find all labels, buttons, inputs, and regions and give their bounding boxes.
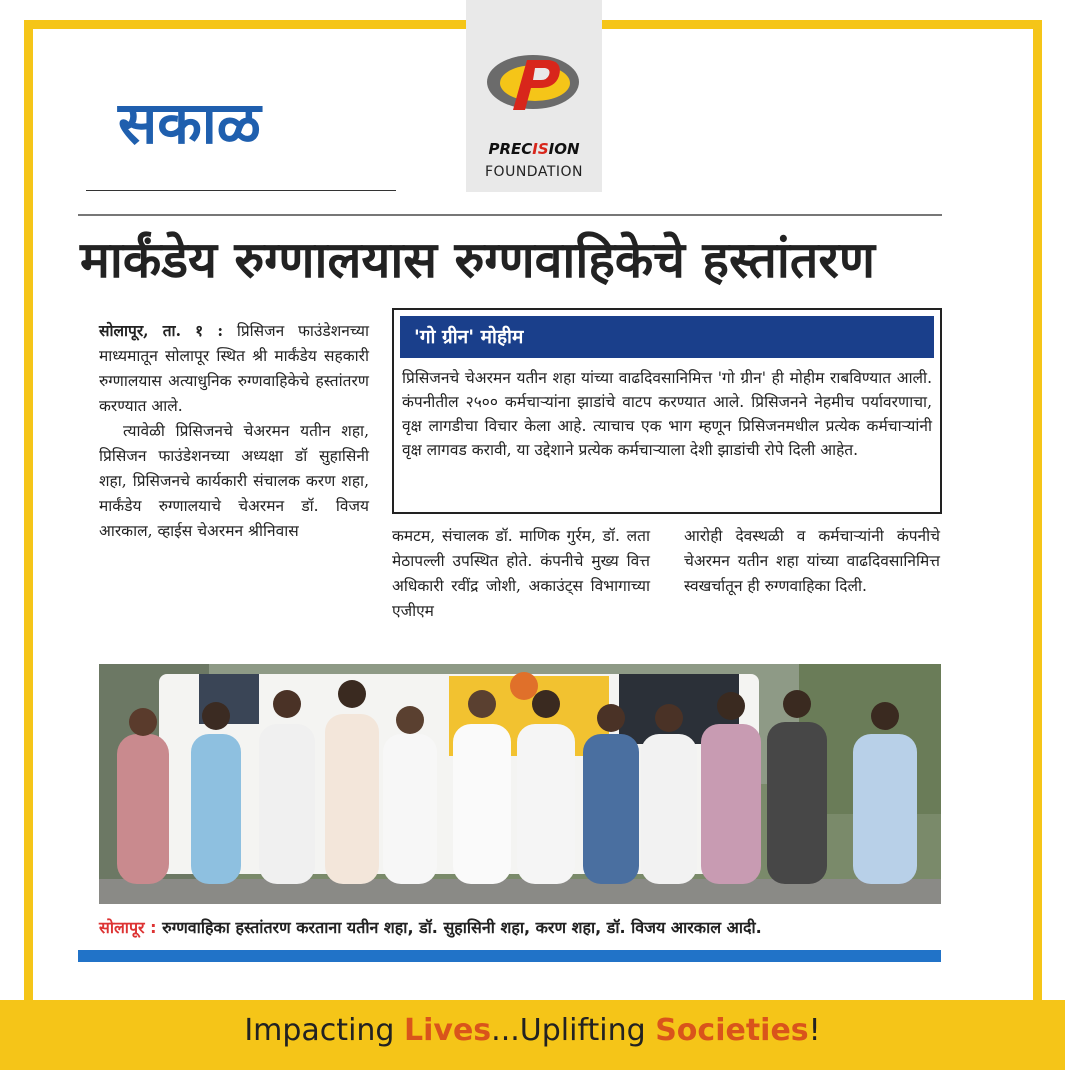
photo-caption <box>99 916 959 938</box>
article-column-2: कमटम, संचालक डॉ. माणिक गुर्रम, डॉ. लता मेठापल्ली उपस्थित होते. कंपनीचे मुख्य वित्त अधिकारी रवींद्र जोशी, अकाउंट्स विभागाच्या एजीएम <box>392 527 650 620</box>
logo-wordmark: PRECISION <box>488 140 580 158</box>
caption-place: सोलापूर : <box>99 918 157 937</box>
article-headline: मार्कंडेय रुग्णालयास रुग्णवाहिकेचे हस्तांतरण <box>80 230 875 289</box>
go-green-box <box>392 308 942 514</box>
masthead-divider <box>86 190 396 191</box>
article-bottom-rule <box>78 950 941 962</box>
article-column-1 <box>99 318 369 544</box>
dateline: सोलापूर, ता. १ : <box>99 321 224 340</box>
logo-subtitle: FOUNDATION <box>485 164 583 180</box>
handover-photo <box>99 664 941 904</box>
precision-logo-icon <box>483 52 583 112</box>
go-green-box-body: प्रिसिजनचे चेअरमन यतीन शहा यांच्या वाढदिवसानिमित्त 'गो ग्रीन' ही मोहीम राबविण्यात आली. कंपनीतील २५०० कर्मचाऱ्यांना झाडांचे वाटप करण्यात आले. प्रिसिजनने नेहमीच पर्यावरणाचा, वृक्ष लागडीचा विचार केला आहे. त्याचाच एक भाग म्हणून प्रिसिजनमधील प्रत्येक कर्मचाऱ्यांनी वृक्ष लागवड करावी, या उद्देशाने प्रत्येक कर्मचाऱ्याला देशी झाडांची रोपे दिली आहेत. <box>402 369 932 459</box>
article-paragraph: त्यावेळी प्रिसिजनचे चेअरमन यतीन शहा, प्रिसिजन फाउंडेशनच्या अध्यक्षा डॉ सुहासिनी शहा, प्रिसिजनचे कार्यकारी संचालक करण शहा, मार्कंडेय रुग्णालयाचे चेअरमन डॉ. विजय आरकाल, व्हाईस चेअरमन श्रीनिवास <box>99 422 369 540</box>
article-column-3: आरोही देवस्थळी व कर्मचाऱ्यांनी कंपनीचे चेअरमन यतीन शहा यांच्या वाढदिवसानिमित्त स्वखर्चातून ही रुग्णवाहिका दिली. <box>684 527 940 595</box>
newspaper-masthead: सकाळ <box>118 89 261 157</box>
tagline: Impacting Lives...Uplifting Societies! <box>244 1013 821 1048</box>
precision-foundation-logo <box>466 0 602 192</box>
go-green-box-title: 'गो ग्रीन' मोहीम <box>400 316 934 358</box>
article-paragraph: सोलापूर, ता. १ : प्रिसिजन फाउंडेशनच्या माध्यमातून सोलापूर स्थित श्री मार्कंडेय सहकारी रुग्णालयास अत्याधुनिक रुग्णवाहिकेचे हस्तांतरण करण्यात आले. <box>99 321 369 415</box>
caption-text: रुग्णवाहिका हस्तांतरण करताना यतीन शहा, डॉ. सुहासिनी शहा, करण शहा, डॉ. विजय आरकाल आदी. <box>162 918 762 937</box>
article-top-rule <box>78 214 942 216</box>
